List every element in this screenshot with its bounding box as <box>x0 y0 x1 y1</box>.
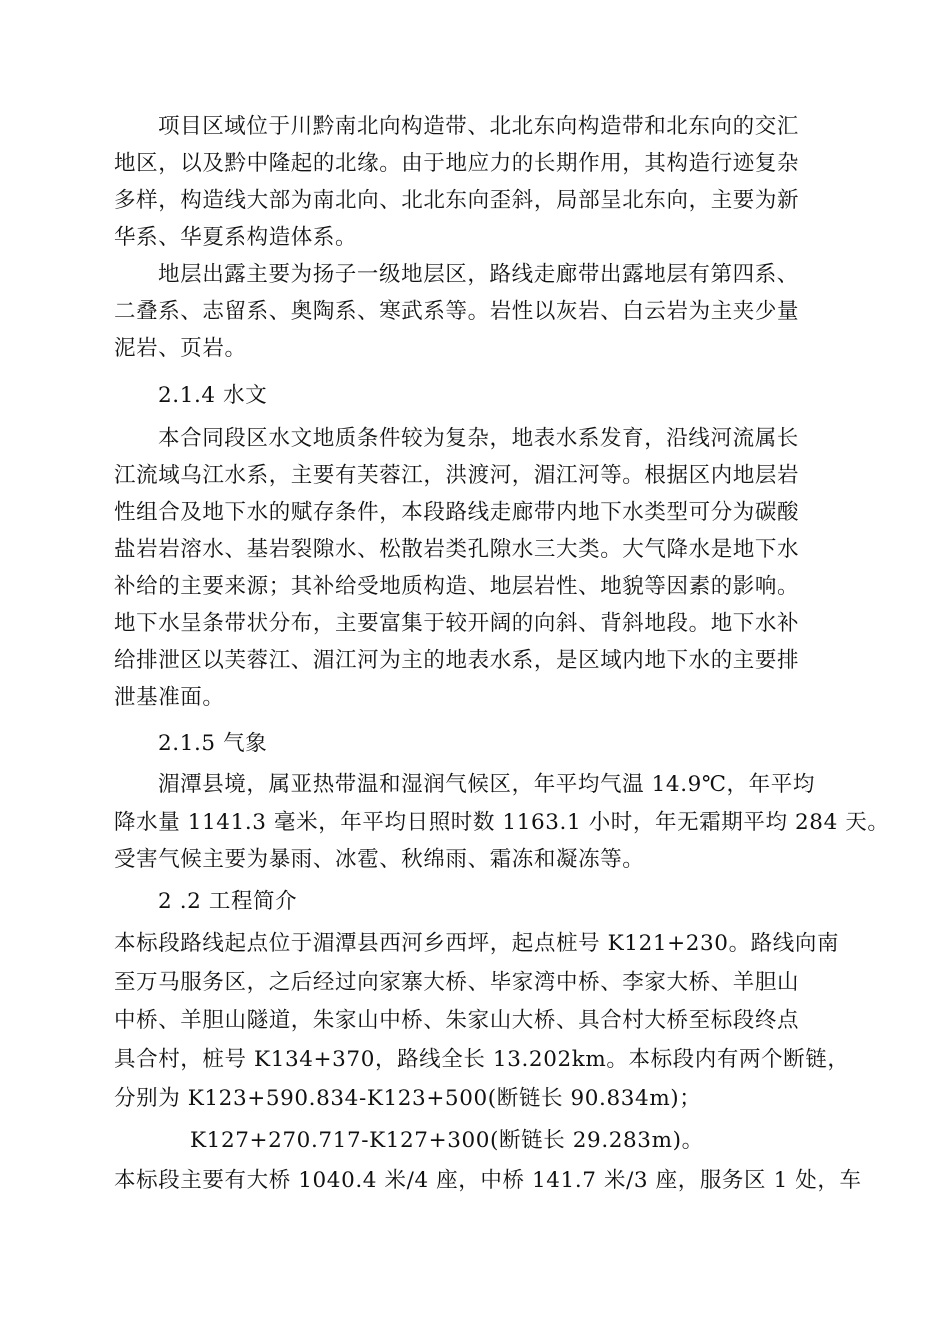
paragraph-line: 具合村，桩号 K134+370，路线全长 13.202km。本标段内有两个断链， <box>114 1047 850 1072</box>
paragraph-line: 多样，构造线大部为南北向、北北东向歪斜，局部呈北东向，主要为新 <box>114 188 800 213</box>
paragraph-line: 给排泄区以芙蓉江、湄江河为主的地表水系，是区域内地下水的主要排 <box>114 648 800 673</box>
paragraph-line: 泄基准面。 <box>114 685 225 710</box>
paragraph-line: 降水量 1141.3 毫米，年平均日照时数 1163.1 小时，年无霜期平均 284 天。 <box>114 810 890 835</box>
paragraph-line: 地下水呈条带状分布，主要富集于较开阔的向斜、背斜地段。地下水补 <box>114 611 800 636</box>
paragraph-line: 江流域乌江水系，主要有芙蓉江，洪渡河，湄江河等。根据区内地层岩 <box>114 463 800 488</box>
paragraph-line: 湄潭县境，属亚热带温和湿润气候区，年平均气温 14.9℃，年平均 <box>158 772 815 797</box>
paragraph-line: 华系、华夏系构造体系。 <box>114 225 358 250</box>
paragraph-line: 至万马服务区，之后经过向家寨大桥、毕家湾中桥、李家大桥、羊胆山 <box>114 970 800 995</box>
paragraph-line: 中桥、羊胆山隧道，朱家山中桥、朱家山大桥、具合村大桥至标段终点 <box>114 1008 800 1033</box>
paragraph-line: 分别为 K123+590.834-K123+500(断链长 90.834m)； <box>114 1086 702 1111</box>
section-heading-hydrology: 2.1.4 水文 <box>158 383 268 408</box>
paragraph-line: 泥岩、页岩。 <box>114 336 247 361</box>
paragraph-line: 补给的主要来源；其补给受地质构造、地层岩性、地貌等因素的影响。 <box>114 574 800 599</box>
paragraph-line: 地区，以及黔中隆起的北缘。由于地应力的长期作用，其构造行迹复杂 <box>114 151 800 176</box>
section-heading-project-overview: 2 .2 工程简介 <box>158 889 298 914</box>
paragraph-line: 性组合及地下水的赋存条件，本段路线走廊带内地下水类型可分为碳酸 <box>114 500 800 525</box>
paragraph-line: 本合同段区水文地质条件较为复杂，地表水系发育，沿线河流属长 <box>158 426 799 451</box>
paragraph-line: K127+270.717-K127+300(断链长 29.283m)。 <box>190 1128 704 1153</box>
paragraph-line: 地层出露主要为扬子一级地层区，路线走廊带出露地层有第四系、 <box>158 262 799 287</box>
paragraph-line: 本标段主要有大桥 1040.4 米/4 座，中桥 141.7 米/3 座，服务区 1 处，车 <box>114 1168 862 1193</box>
section-heading-climate: 2.1.5 气象 <box>158 731 268 756</box>
paragraph-line: 二叠系、志留系、奥陶系、寒武系等。岩性以灰岩、白云岩为主夹少量 <box>114 299 800 324</box>
paragraph-line: 本标段路线起点位于湄潭县西河乡西坪，起点桩号 K121+230。路线向南 <box>114 931 840 956</box>
paragraph-line: 盐岩岩溶水、基岩裂隙水、松散岩类孔隙水三大类。大气降水是地下水 <box>114 537 800 562</box>
paragraph-line: 项目区域位于川黔南北向构造带、北北东向构造带和北东向的交汇 <box>158 114 799 139</box>
paragraph-line: 受害气候主要为暴雨、冰雹、秋绵雨、霜冻和凝冻等。 <box>114 847 645 872</box>
